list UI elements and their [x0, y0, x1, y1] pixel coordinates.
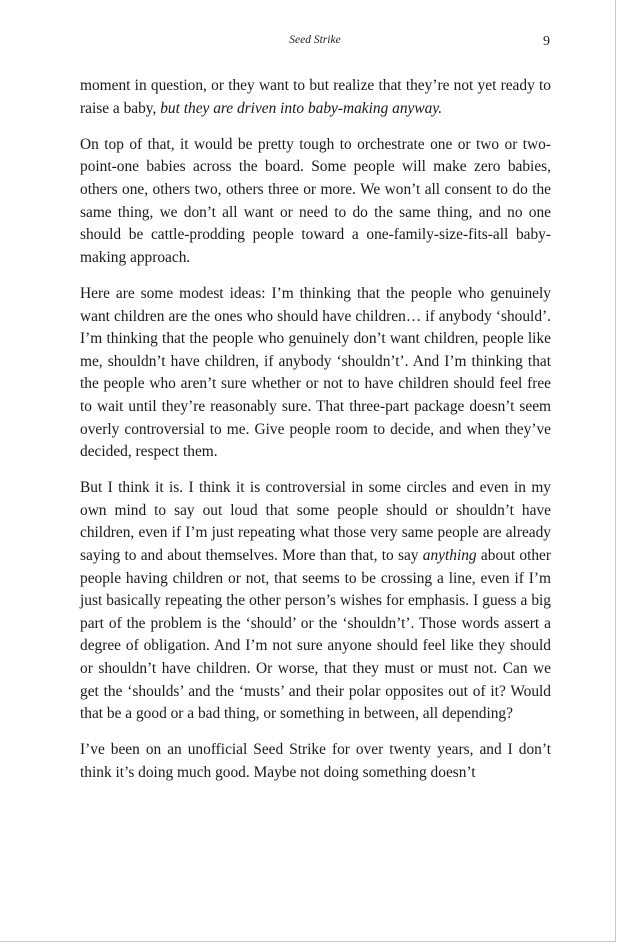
paragraph-3: Here are some modest ideas: I’m thinking that the people who genuinely want children are the ones who should have children… if anybody ‘should’. I’m thinking that the people who genuinely don’t want children, people like me, shouldn’t have children, if anybody ‘shouldn’t’. And I’m thinking that the people who aren’t sure whether or not to have children should feel free to wait until they’re reasonably sure. That three-part package doesn’t seem overly controversial to me. Give people room to decide, and when they’ve decided, respect them. [80, 284, 551, 461]
paragraph-1-italic: but they are driven into baby-making anyway. [160, 99, 443, 117]
paragraph-4 [80, 477, 551, 726]
page-number: 9 [543, 34, 550, 49]
paragraph-1 [80, 75, 551, 120]
paragraph-2: On top of that, it would be pretty tough to orchestrate one or two or two-point-one babies across the board. Some people will make zero babies, others one, others two, others three or more. We won’t all consent to do the same thing, we don’t all want or need to do the same thing, and no one should be cattle-prodding people toward a one-family-size-fits-all baby-making approach. [80, 135, 551, 266]
paragraph-4-text-end: about other people having children or not, that seems to be crossing a line, even if I’m just basically repeating the other person’s wishes for emphasis. I guess a big part of the problem is the ‘should’ or the ‘shouldn’t’. Those words assert a degree of obligation. And I’m not sure anyone should feel like they should or shouldn’t have children. Or worse, that they must or must not. Can we get the ‘shoulds’ and the ‘musts’ and their polar opposites out of it? Would that be a good or a bad thing, or something in between, all depending? [80, 547, 551, 723]
paragraph-5: I’ve been on an unofficial Seed Strike for over twenty years, and I don’t think it’s doing much good. Maybe not doing something doesn’t [80, 741, 551, 781]
running-title: Seed Strike [289, 34, 341, 46]
paragraph-1-text: moment in question, or they want to but realize that they’re not yet ready to raise a baby, [80, 77, 551, 117]
body-text [80, 75, 551, 785]
paragraph-4-italic: anything [422, 547, 477, 565]
paragraph-4-text-start: But I think it is. I think it is controversial in some circles and even in my own mind to say out loud that some people should or shouldn’t have children, even if I’m just repeating what those very same people are already saying to and about themselves. More than that, to say [80, 479, 551, 565]
running-head [80, 34, 550, 52]
